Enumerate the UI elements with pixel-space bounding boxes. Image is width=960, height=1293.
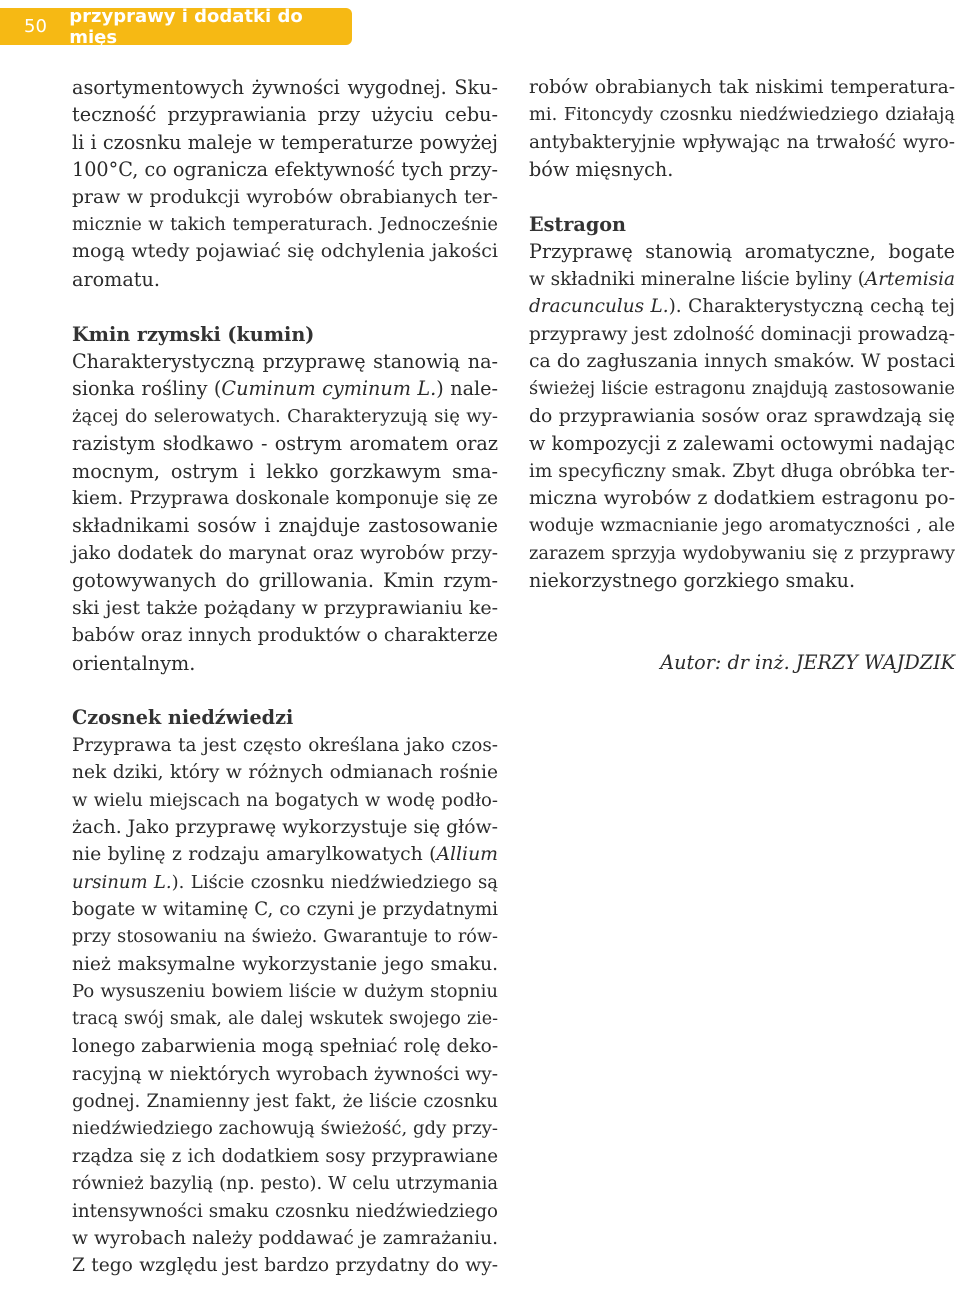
text-line: przy stosowaniu na świeżo. Gwarantuje to rów- <box>72 926 498 947</box>
text-line: w składniki mineralne liście byliny (Artemisia <box>529 268 955 290</box>
text-line: woduje wzmacnianie jego aromatyczności , ale <box>529 515 955 537</box>
latin-name: Artemisia <box>864 268 955 290</box>
text-line: Po wysuszeniu bowiem liście w dużym stopniu <box>72 981 498 1003</box>
text-line: niedźwiedziego zachowują świeżość, gdy przy- <box>72 1118 498 1140</box>
text-line: antybakteryjnie wpływając na trwałość wyro- <box>529 131 955 153</box>
text-line: nek dziki, który w różnych odmianach rośnie <box>72 762 498 784</box>
text-line: w wyrobach należy poddawać je zamrażaniu. <box>72 1228 498 1250</box>
text-line: asortymentowych żywności wygodnej. Sku- <box>72 76 498 99</box>
text-line: ski jest także pożądany w przyprawianiu ke- <box>72 596 498 619</box>
latin-name: ursinum L. <box>72 871 172 893</box>
text-line: robów obrabianych tak niskimi temperatura- <box>529 77 955 98</box>
latin-name: Allium <box>436 844 498 866</box>
latin-name: dracunculus L. <box>529 296 669 318</box>
left-column <box>72 74 498 1280</box>
section-title: przyprawy i dodatki do mięs <box>69 5 303 48</box>
text-line: bogate w witaminę C, co czyni je przydatnymi <box>72 899 498 921</box>
right-column <box>529 74 955 677</box>
text-line: Z tego względu jest bardzo przydatny do wy- <box>72 1255 498 1277</box>
text-line: bów mięsnych. <box>529 158 674 182</box>
kmin-heading: Kmin rzymski (kumin) <box>72 322 315 346</box>
text-line: orientalnym. <box>72 651 196 675</box>
text-line: aromatu. <box>72 267 160 291</box>
text-line: sionka rośliny (Cuminum cyminum L.) nale- <box>72 377 498 401</box>
text-line: lonego zabarwienia mogą spełniać rolę deko- <box>72 1036 499 1058</box>
text-line: Przyprawa ta jest często określana jako czos- <box>72 734 498 756</box>
text-line: racyjną w niektórych wyrobach żywności wy- <box>72 1063 499 1085</box>
text-line: jako dodatek do marynat oraz wyrobów przy- <box>72 542 498 564</box>
text-line: nie bylinę z rodzaju amarylkowatych (Allium <box>72 844 498 866</box>
text-line: intensywności smaku czosnku niedźwiedziego <box>72 1200 498 1222</box>
text-line: zarazem sprzyja wydobywaniu się z przyprawy <box>529 542 955 564</box>
text-line: razistym słodkawo - ostrym aromatem oraz <box>72 432 498 456</box>
text-line: ca do zagłuszania innych smaków. W postaci <box>529 351 955 373</box>
text-line: w wielu miejscach na bogatych w wodę podło- <box>72 789 498 811</box>
text-line: mi. Fitoncydy czosnku niedźwiedziego działają <box>529 104 955 126</box>
text-line: praw w produkcji wyrobów obrabianych ter- <box>72 186 498 208</box>
text-line: 100°C, co ogranicza efektywność tych przy- <box>72 158 498 182</box>
text-line: składnikami sosów i znajduje zastosowanie <box>72 514 498 538</box>
text-line: babów oraz innych produktów o charakterze <box>72 625 498 647</box>
text-line: Przyprawę stanowią aromatyczne, bogate <box>529 240 955 264</box>
text-line: ursinum L.). Liście czosnku niedźwiedziego są <box>72 871 498 893</box>
estragon-heading: Estragon <box>529 213 626 237</box>
text-line: miczna wyrobów z dodatkiem estragonu po- <box>529 487 955 510</box>
text-line: godnej. Znamienny jest fakt, że liście czosnku <box>72 1091 498 1112</box>
text-line: tracą swój smak, ale dalej wskutek swojego zie- <box>72 1008 498 1029</box>
text-line: do przyprawiania sosów oraz sprawdzają się <box>529 405 955 427</box>
czosnek-heading: Czosnek niedźwiedzi <box>72 706 294 730</box>
page-header <box>0 5 352 48</box>
text-line: micznie w takich temperaturach. Jednocześnie <box>72 214 498 236</box>
text-line: kiem. Przyprawa doskonale komponuje się ze <box>72 488 498 510</box>
author-credit: Autor: dr inż. JERZY WAJDZIK <box>660 651 955 675</box>
text-line: teczność przyprawiania przy użyciu cebu- <box>72 103 498 127</box>
latin-name: Cuminum cyminum L. <box>221 377 437 401</box>
text-line: mocnym, ostrym i lekko gorzkawym sma- <box>72 459 498 483</box>
text-line: Charakterystyczną przyprawę stanowią na- <box>72 350 498 374</box>
text-line: świeżej liście estragonu znajdują zastosowanie <box>529 378 955 400</box>
page-number: 50 <box>24 16 47 37</box>
text-line: żach. Jako przyprawę wykorzystuje się głów- <box>72 816 498 838</box>
text-line: w kompozycji z zalewami octowymi nadając <box>529 432 956 456</box>
text-line: im specyficzny smak. Zbyt długa obróbka ter- <box>529 460 955 482</box>
text-line: niekorzystnego gorzkiego smaku. <box>529 569 856 593</box>
text-line: również bazylią (np. pesto). W celu utrzymania <box>72 1173 498 1195</box>
text-line: mogą wtedy pojawiać się odchylenia jakości <box>72 240 498 263</box>
text-line: nież maksymalne wykorzystanie jego smaku. <box>72 953 498 975</box>
text-line: li i czosnku maleje w temperaturze powyżej <box>72 130 498 154</box>
text-line: gotowywanych do grillowania. Kmin rzym- <box>72 569 498 593</box>
text-line: rządza się z ich dodatkiem sosy przyprawiane <box>72 1145 498 1167</box>
text-line: żącej do selerowatych. Charakteryzują się wy- <box>72 405 498 427</box>
text-line: dracunculus L.). Charakterystyczną cechą tej <box>529 296 956 318</box>
text-line: przyprawy jest zdolność dominacji prowadzą- <box>529 323 955 345</box>
